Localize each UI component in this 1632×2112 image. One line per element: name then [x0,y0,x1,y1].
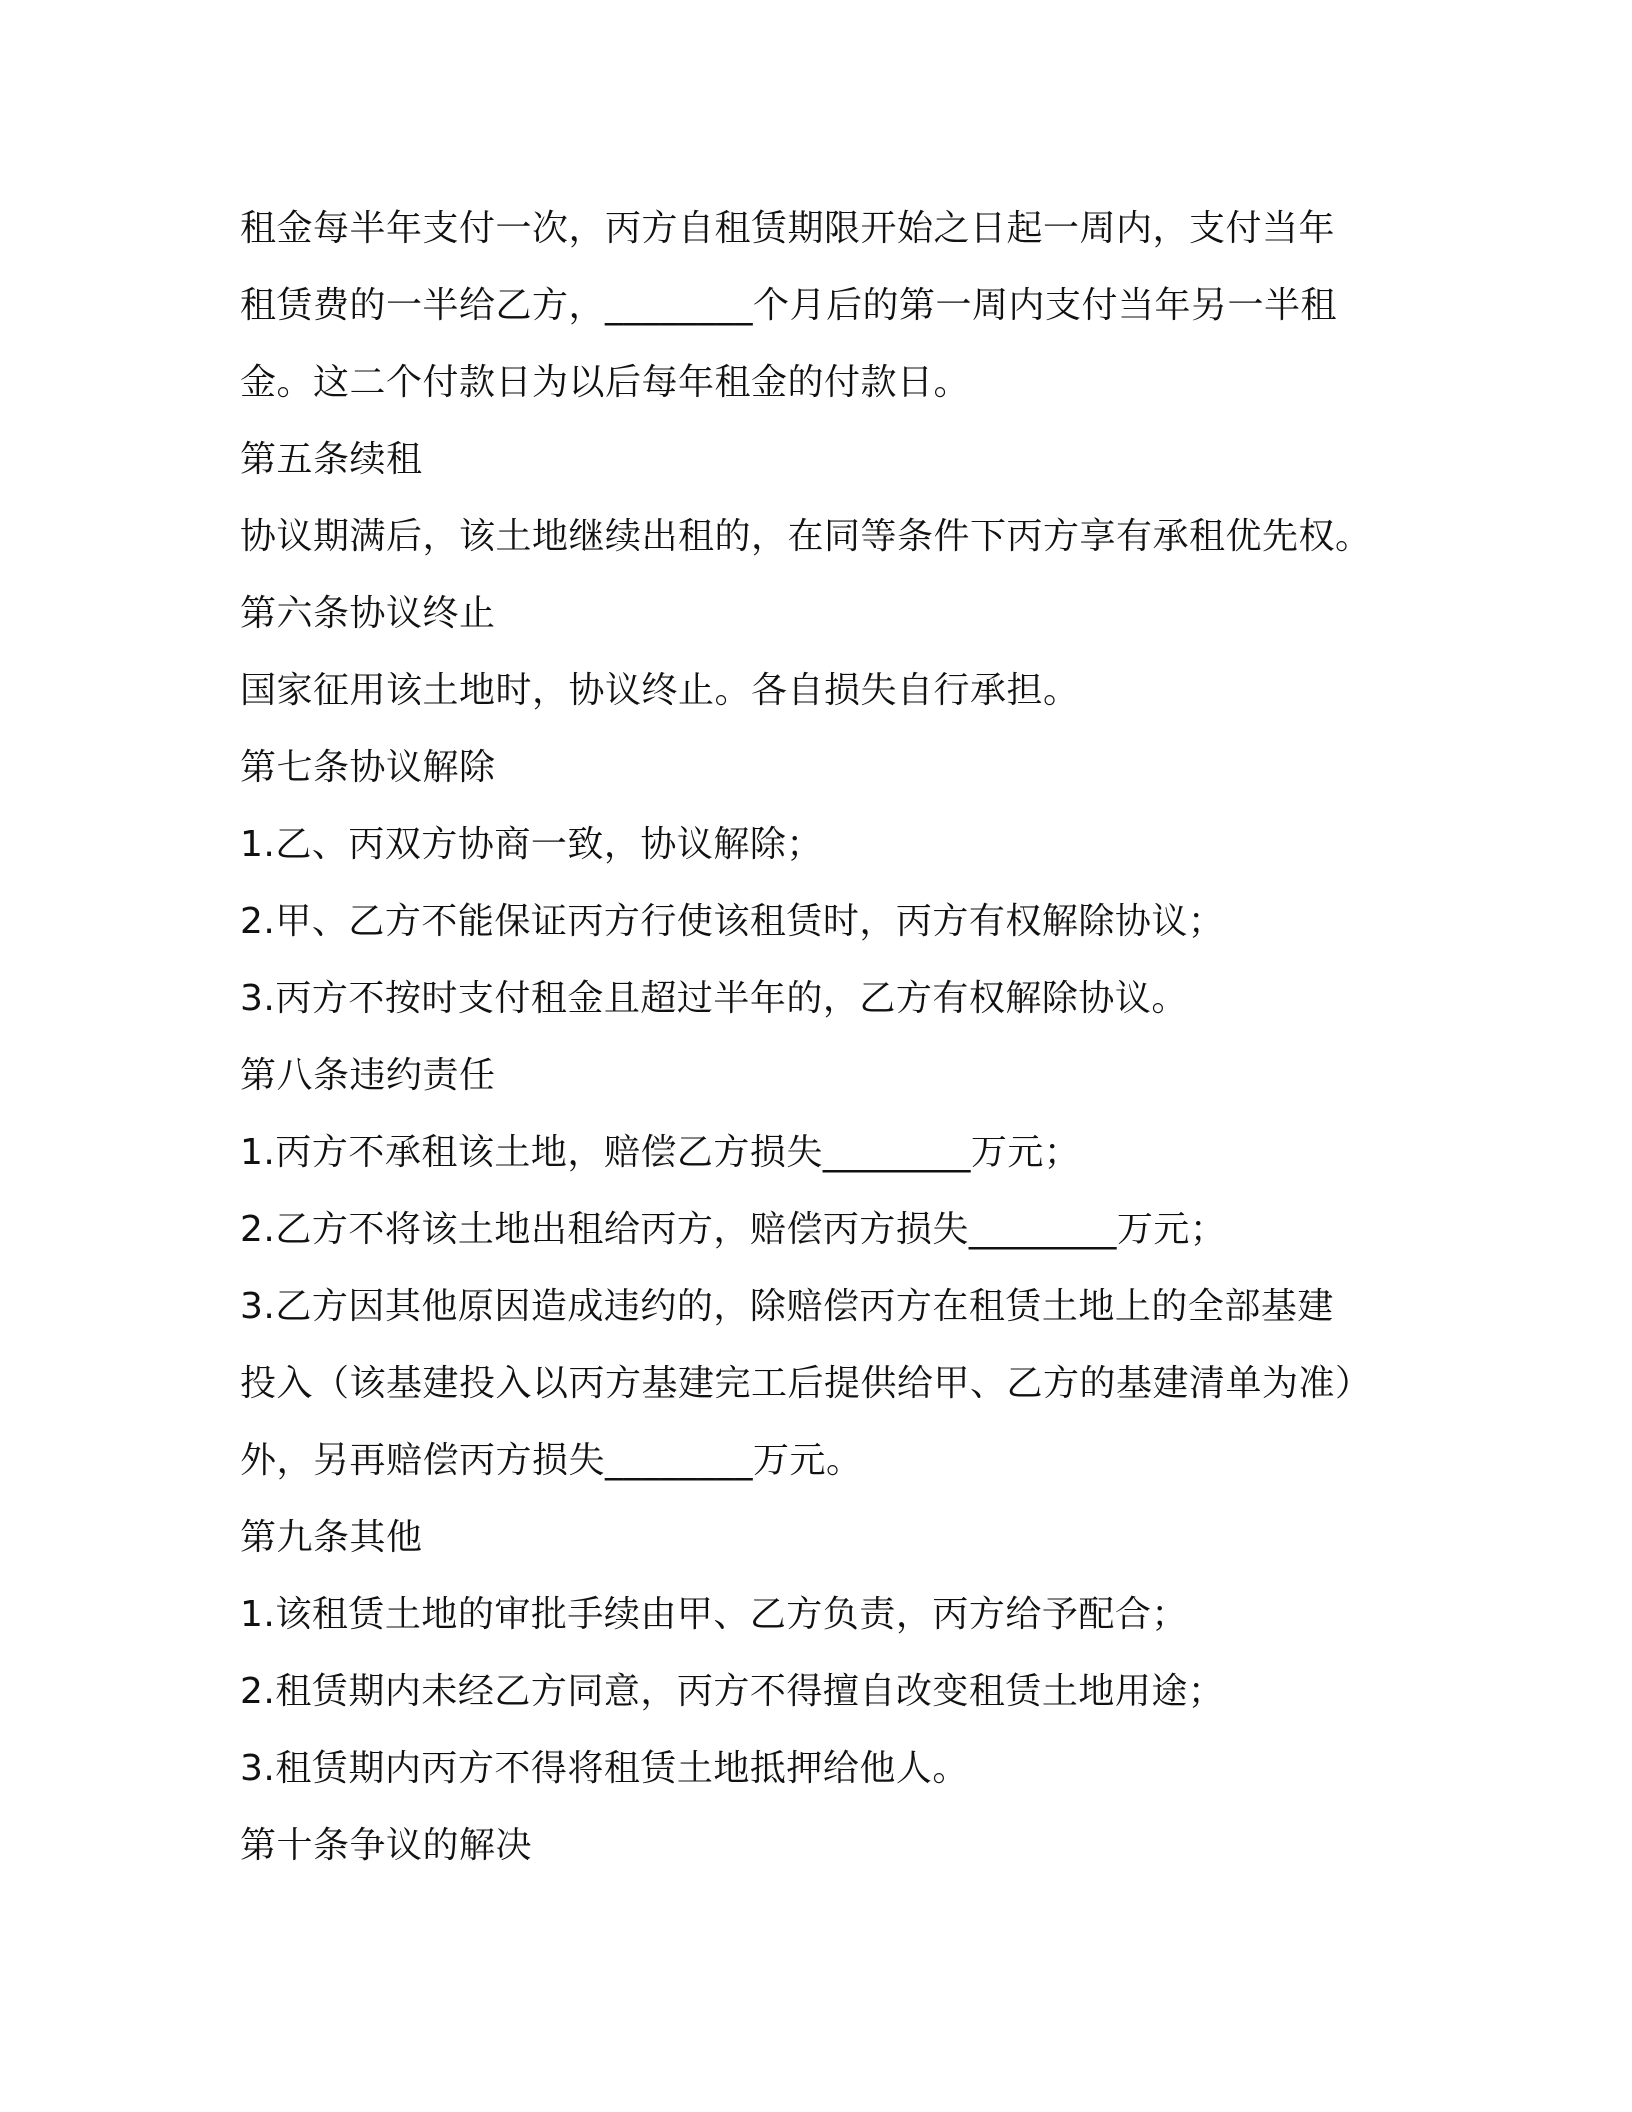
paragraph-line: 外，另再赔偿丙方损失________万元。 [240,1440,863,1481]
list-item: 3.丙方不按时支付租金且超过半年的，乙方有权解除协议。 [240,978,1188,1019]
document-page [240,190,1400,1884]
list-item: 1.该租赁土地的审批手续由甲、乙方负责，丙方给予配合； [240,1594,1188,1635]
list-item: 2.甲、乙方不能保证丙方行使该租赁时，丙方有权解除协议； [240,901,1225,942]
section-heading: 第六条协议终止 [240,593,496,634]
section-heading: 第九条其他 [240,1517,423,1558]
paragraph-line: 租赁费的一半给乙方，________个月后的第一周内支付当年另一半租 [240,285,1338,326]
paragraph-line: 租金每半年支付一次，丙方自租赁期限开始之日起一周内，支付当年 [240,208,1336,249]
section-heading: 第十条争议的解决 [240,1825,533,1866]
list-item: 3.租赁期内丙方不得将租赁土地抵押给他人。 [240,1748,969,1789]
paragraph-line: 协议期满后，该土地继续出租的，在同等条件下丙方享有承租优先权。 [240,516,1372,557]
section-heading: 第五条续租 [240,439,423,480]
list-item: 2.乙方不将该土地出租给丙方，赔偿丙方损失________万元； [240,1209,1227,1250]
paragraph-line: 投入（该基建投入以丙方基建完工后提供给甲、乙方的基建清单为准） [240,1363,1372,1404]
paragraph-line: 国家征用该土地时，协议终止。各自损失自行承担。 [240,670,1080,711]
paragraph-line: 金。这二个付款日为以后每年租金的付款日。 [240,362,971,403]
list-item: 3.乙方因其他原因造成违约的，除赔偿丙方在租赁土地上的全部基建 [240,1286,1334,1327]
section-heading: 第八条违约责任 [240,1055,496,1096]
list-item: 1.乙、丙双方协商一致，协议解除； [240,824,823,865]
list-item: 1.丙方不承租该土地，赔偿乙方损失________万元； [240,1132,1081,1173]
list-item: 2.租赁期内未经乙方同意，丙方不得擅自改变租赁土地用途； [240,1671,1225,1712]
section-heading: 第七条协议解除 [240,747,496,788]
